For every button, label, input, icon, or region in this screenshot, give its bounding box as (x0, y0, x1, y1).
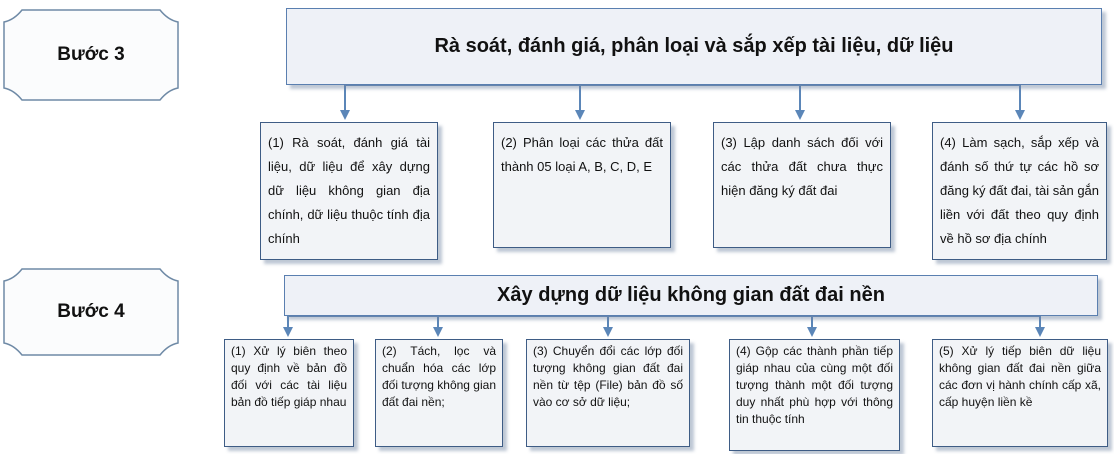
step3-box-2 (493, 122, 671, 248)
step4-title: Xây dựng dữ liệu không gian đất đai nền (497, 284, 885, 306)
step4-box-5 (932, 339, 1108, 447)
step3-box-3-text: (3) Lập danh sách đối với các thửa đất chưa thực hiện đăng ký đất đai (721, 135, 883, 198)
step4-connectors (288, 316, 1040, 335)
step4-box-1-text: (1) Xử lý biên theo quy định về bản đồ đối với các tài liệu bản đồ tiếp giáp nhau (231, 344, 347, 409)
step3-box-1 (260, 122, 438, 260)
step3-box-4-text: (4) Làm sạch, sắp xếp và đánh số thứ tự các hồ sơ đăng ký đất đai, tài sản gắn liền với đất theo quy định về hồ sơ địa chính (940, 135, 1100, 246)
step4-box-3-text: (3) Chuyển đổi các lớp đối tượng không gian đất đai nền từ tệp (File) bản đồ số vào cơ sở dữ liệu; (533, 344, 683, 409)
step3-label: Bước 3 (57, 44, 125, 65)
step4-box-1 (224, 339, 354, 447)
step3-box-2-text: (2) Phân loại các thửa đất thành 05 loại A, B, C, D, E (501, 135, 663, 174)
step3-box-1-text: (1) Rà soát, đánh giá tài liệu, dữ liệu để xây dựng dữ liệu không gian địa chính, dữ liệu thuộc tính địa chính (268, 135, 430, 246)
step3-box-4 (932, 122, 1107, 260)
step4-box-2-text: (2) Tách, lọc và chuẩn hóa các lớp đối tượng không gian đất đai nền; (382, 344, 496, 409)
step3-connectors (345, 85, 1020, 118)
step4-box-5-text: (5) Xử lý tiếp biên dữ liệu không gian đất đai nền giữa các đơn vị hành chính cấp xã, cấp huyện liền kề (939, 344, 1101, 409)
step4-box-4 (729, 339, 900, 451)
step3-box-3 (713, 122, 891, 248)
step4-box-4-text: (4) Gộp các thành phần tiếp giáp nhau của cùng một đối tượng thành một đối tượng duy nhất phù hợp với thông tin thuộc tính (736, 344, 893, 426)
step3-title: Rà soát, đánh giá, phân loại và sắp xếp tài liệu, dữ liệu (434, 35, 954, 57)
step4-label: Bước 4 (57, 301, 125, 322)
step4-box-3 (526, 339, 690, 447)
step4-title-banner (284, 275, 1098, 316)
step3-title-banner (286, 8, 1102, 85)
step4-box-2 (375, 339, 503, 447)
